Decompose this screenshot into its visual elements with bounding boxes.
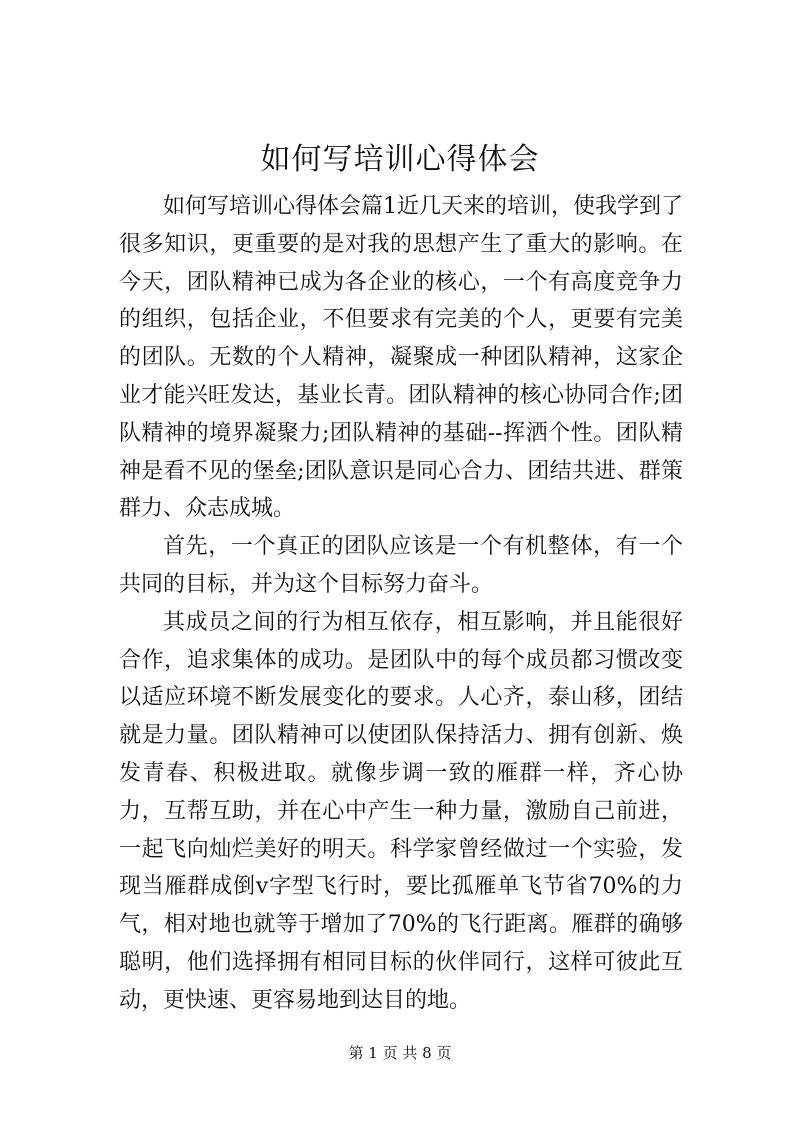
paragraph-3: 其成员之间的行为相互依存，相互影响，并且能很好合作，追求集体的成功。是团队中的每个成员都习惯改变以适应环境不断发展变化的要求。人心齐，泰山移，团结就是力量。团队精神可以使团队保持活力、拥有创新、焕发青春、积极进取。就像步调一致的雁群一样，齐心协力，互帮互助，并在心中产生一种力量，激励自己前进，一起飞向灿烂美好的明天。科学家曾经做过一个实验，发现当雁群成倒v字型飞行时，要比孤雁单飞节省70%的力气，相对地也就等于增加了70%的飞行距离。雁群的确够聪明，他们选择拥有相同目标的伙伴同行，这样可彼此互动，更快速、更容易地到达目的地。 (119, 609, 683, 1013)
paragraph-2: 首先，一个真正的团队应该是一个有机整体，有一个共同的目标，并为这个目标努力奋斗。 (119, 534, 683, 597)
page-footer: 第 1 页 共 8 页 (348, 1044, 452, 1062)
document-body (119, 188, 683, 1020)
page-title: 如何写培训心得体会 (260, 142, 540, 177)
paragraph-1: 如何写培训心得体会篇1近几天来的培训，使我学到了很多知识，更重要的是对我的思想产生了重大的影响。在今天，团队精神已成为各企业的核心，一个有高度竞争力的组织，包括企业，不但要求有完美的个人，更要有完美的团队。无数的个人精神，凝聚成一种团队精神，这家企业才能兴旺发达，基业长青。团队精神的核心协同合作;团队精神的境界凝聚力;团队精神的基础--挥洒个性。团队精神是看不见的堡垒;团队意识是同心合力、团结共进、群策群力、众志成城。 (119, 194, 683, 522)
